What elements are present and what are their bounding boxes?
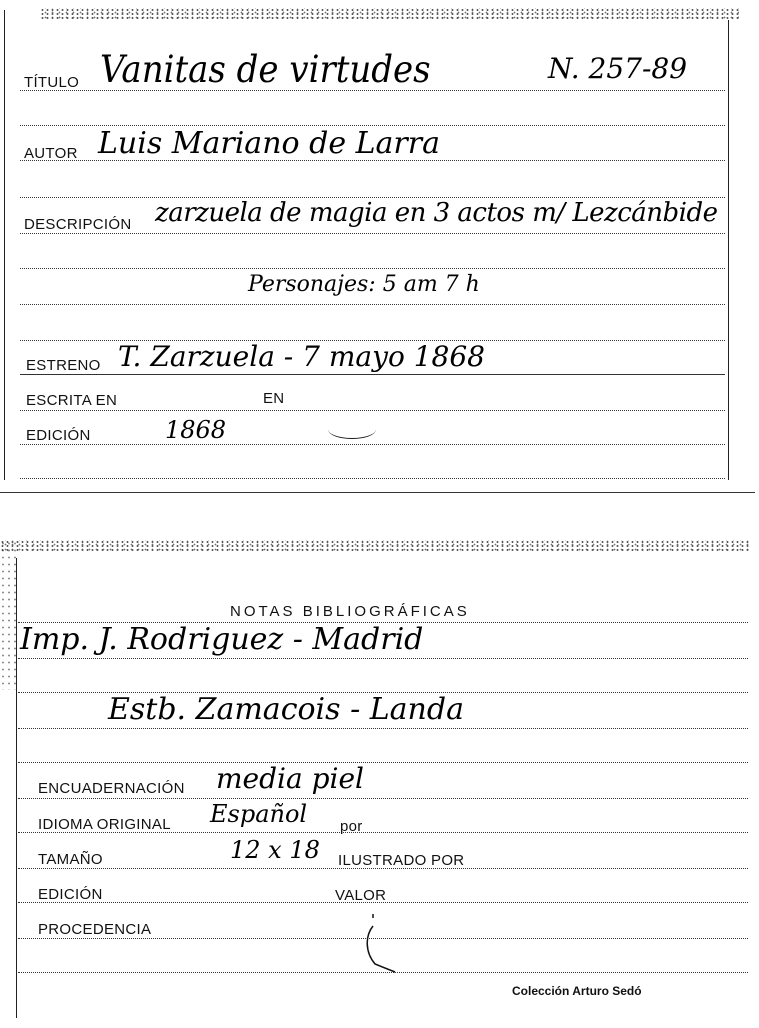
- card-edge-texture: [40, 8, 739, 20]
- binding-hole-mark: [365, 912, 415, 974]
- rule: [20, 304, 725, 305]
- label-escrita-en: ESCRITA EN: [26, 392, 118, 409]
- binding-hole-mark: [328, 420, 376, 439]
- label-edicion: EDICIÓN: [26, 427, 91, 444]
- card-right-edge: [728, 20, 729, 480]
- handwritten-author: Luis Mariano de Larra: [98, 126, 440, 161]
- handwritten-description: zarzuela de magia en 3 actos m/ Lezcánbide: [155, 198, 718, 228]
- card-bottom-edge: [20, 492, 755, 493]
- label-en: EN: [263, 390, 285, 407]
- handwritten-catalog-number: N. 257-89: [548, 52, 688, 85]
- label-descripcion: DESCRIPCIÓN: [24, 216, 132, 233]
- rule: [20, 478, 725, 479]
- rule: [20, 268, 725, 269]
- label-autor: AUTOR: [24, 145, 78, 162]
- label-tamano: TAMAÑO: [38, 851, 103, 868]
- rule: [18, 798, 748, 799]
- label-ilustrado-por: ILUSTRADO POR: [338, 852, 465, 869]
- handwritten-size: 12 x 18: [230, 836, 320, 864]
- card-edge-texture: [0, 540, 749, 552]
- collection-stamp: Colección Arturo Sedó: [512, 984, 642, 998]
- handwritten-language: Español: [210, 800, 308, 828]
- handwritten-binding: media piel: [216, 762, 364, 795]
- handwritten-printer: Imp. J. Rodriguez - Madrid: [20, 622, 424, 657]
- label-edicion: EDICIÓN: [38, 886, 103, 903]
- rule: [18, 728, 748, 729]
- label-idioma-original: IDIOMA ORIGINAL: [38, 816, 171, 833]
- card-edge-texture: [0, 540, 16, 690]
- label-estreno: ESTRENO: [26, 357, 101, 374]
- label-valor: VALOR: [335, 887, 387, 904]
- label-procedencia: PROCEDENCIA: [38, 921, 152, 938]
- handwritten-premiere: T. Zarzuela - 7 mayo 1868: [118, 340, 485, 373]
- label-por: por: [340, 818, 363, 835]
- card-left-edge: [4, 10, 5, 480]
- rule: [18, 762, 748, 763]
- rule: [18, 658, 748, 659]
- card-left-edge: [16, 558, 17, 1018]
- handwritten-establishment: Estb. Zamacois - Landa: [108, 692, 464, 727]
- rule: [20, 410, 725, 411]
- card-bottom-edge: [0, 492, 20, 493]
- handwritten-edition-year: 1868: [165, 416, 227, 444]
- rule: [20, 233, 725, 234]
- label-encuadernacion: ENCUADERNACIÓN: [38, 780, 185, 797]
- handwritten-characters: Personajes: 5 am 7 h: [248, 272, 480, 297]
- catalog-card-back: [0, 540, 759, 1028]
- rule: [20, 444, 725, 445]
- label-titulo: TÍTULO: [24, 74, 80, 91]
- rule: [20, 374, 725, 375]
- catalog-card-front: [0, 0, 759, 495]
- handwritten-title: Vanitas de virtudes: [100, 48, 431, 92]
- notes-header: NOTAS BIBLIOGRÁFICAS: [230, 603, 470, 620]
